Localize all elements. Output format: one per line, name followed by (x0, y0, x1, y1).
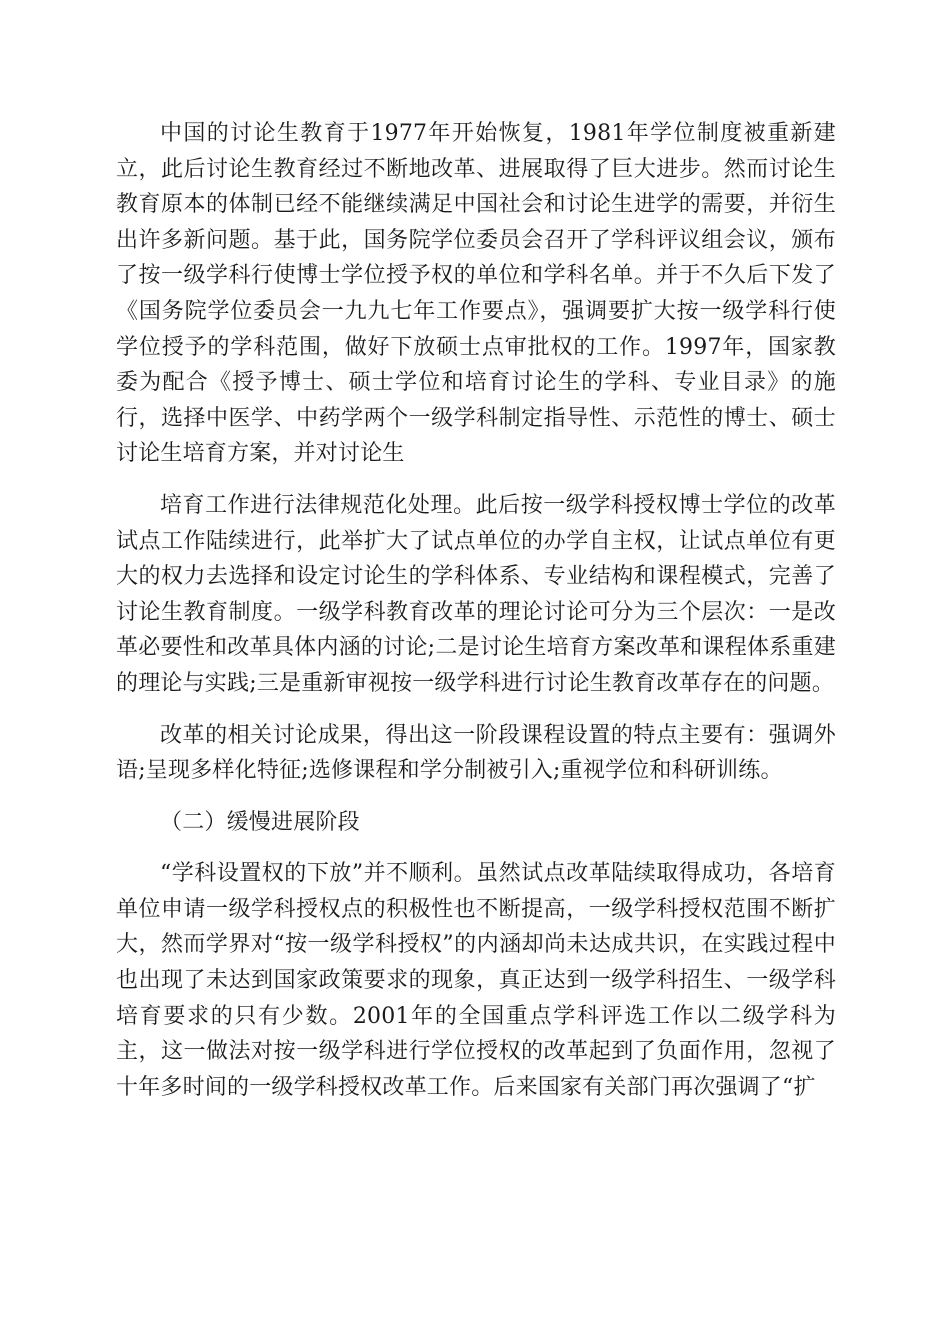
section-heading: （二）缓慢进展阶段 (160, 809, 360, 835)
paragraph-3: 改革的相关讨论成果，得出这一阶段课程设置的特点主要有：强调外语;呈现多样化特征;选修课程和学分制被引入;重视学位和科研训练。 (116, 722, 836, 784)
paragraph-4: “学科设置权的下放”并不顺利。虽然试点改革陆续取得成功，各培育单位申请一级学科授权点的积极性也不断提高，一级学科授权范围不断扩大，然而学界对“按一级学科授权”的内涵却尚未达成共识，在实践过程中也出现了未达到国家政策要求的现象，真正达到一级学科招生、一级学科培育要求的只有少数。2001年的全国重点学科评选工作以二级学科为主，这一做法对按一级学科进行学位授权的改革起到了负面作用，忽视了十年多时间的一级学科授权改革工作。后来国家有关部门再次强调了“扩 (116, 861, 836, 1100)
paragraph-2: 培育工作进行法律规范化处理。此后按一级学科授权博士学位的改革试点工作陆续进行，此举扩大了试点单位的办学自主权，让试点单位有更大的权力去选择和设定讨论生的学科体系、专业结构和课程模式，完善了讨论生教育制度。一级学科教育改革的理论讨论可分为三个层次：一是改革必要性和改革具体内涵的讨论;二是讨论生培育方案改革和课程体系重建的理论与实践;三是重新审视按一级学科进行讨论生教育改革存在的问题。 (116, 492, 836, 696)
document-body (116, 116, 836, 1105)
paragraph-1: 中国的讨论生教育于1977年开始恢复，1981年学位制度被重新建立，此后讨论生教育经过不断地改革、进展取得了巨大进步。然而讨论生教育原本的体制已经不能继续满足中国社会和讨论生进学的需要，并衍生出许多新问题。基于此，国务院学位委员会召开了学科评议组会议，颁布了按一级学科行使博士学位授予权的单位和学科名单。并于不久后下发了《国务院学位委员会一九九七年工作要点》，强调要扩大按一级学科行使学位授予的学科范围，做好下放硕士点审批权的工作。1997年，国家教委为配合《授予博士、硕士学位和培育讨论生的学科、专业目录》的施行，选择中医学、中药学两个一级学科制定指导性、示范性的博士、硕士讨论生培育方案，并对讨论生 (116, 121, 836, 467)
